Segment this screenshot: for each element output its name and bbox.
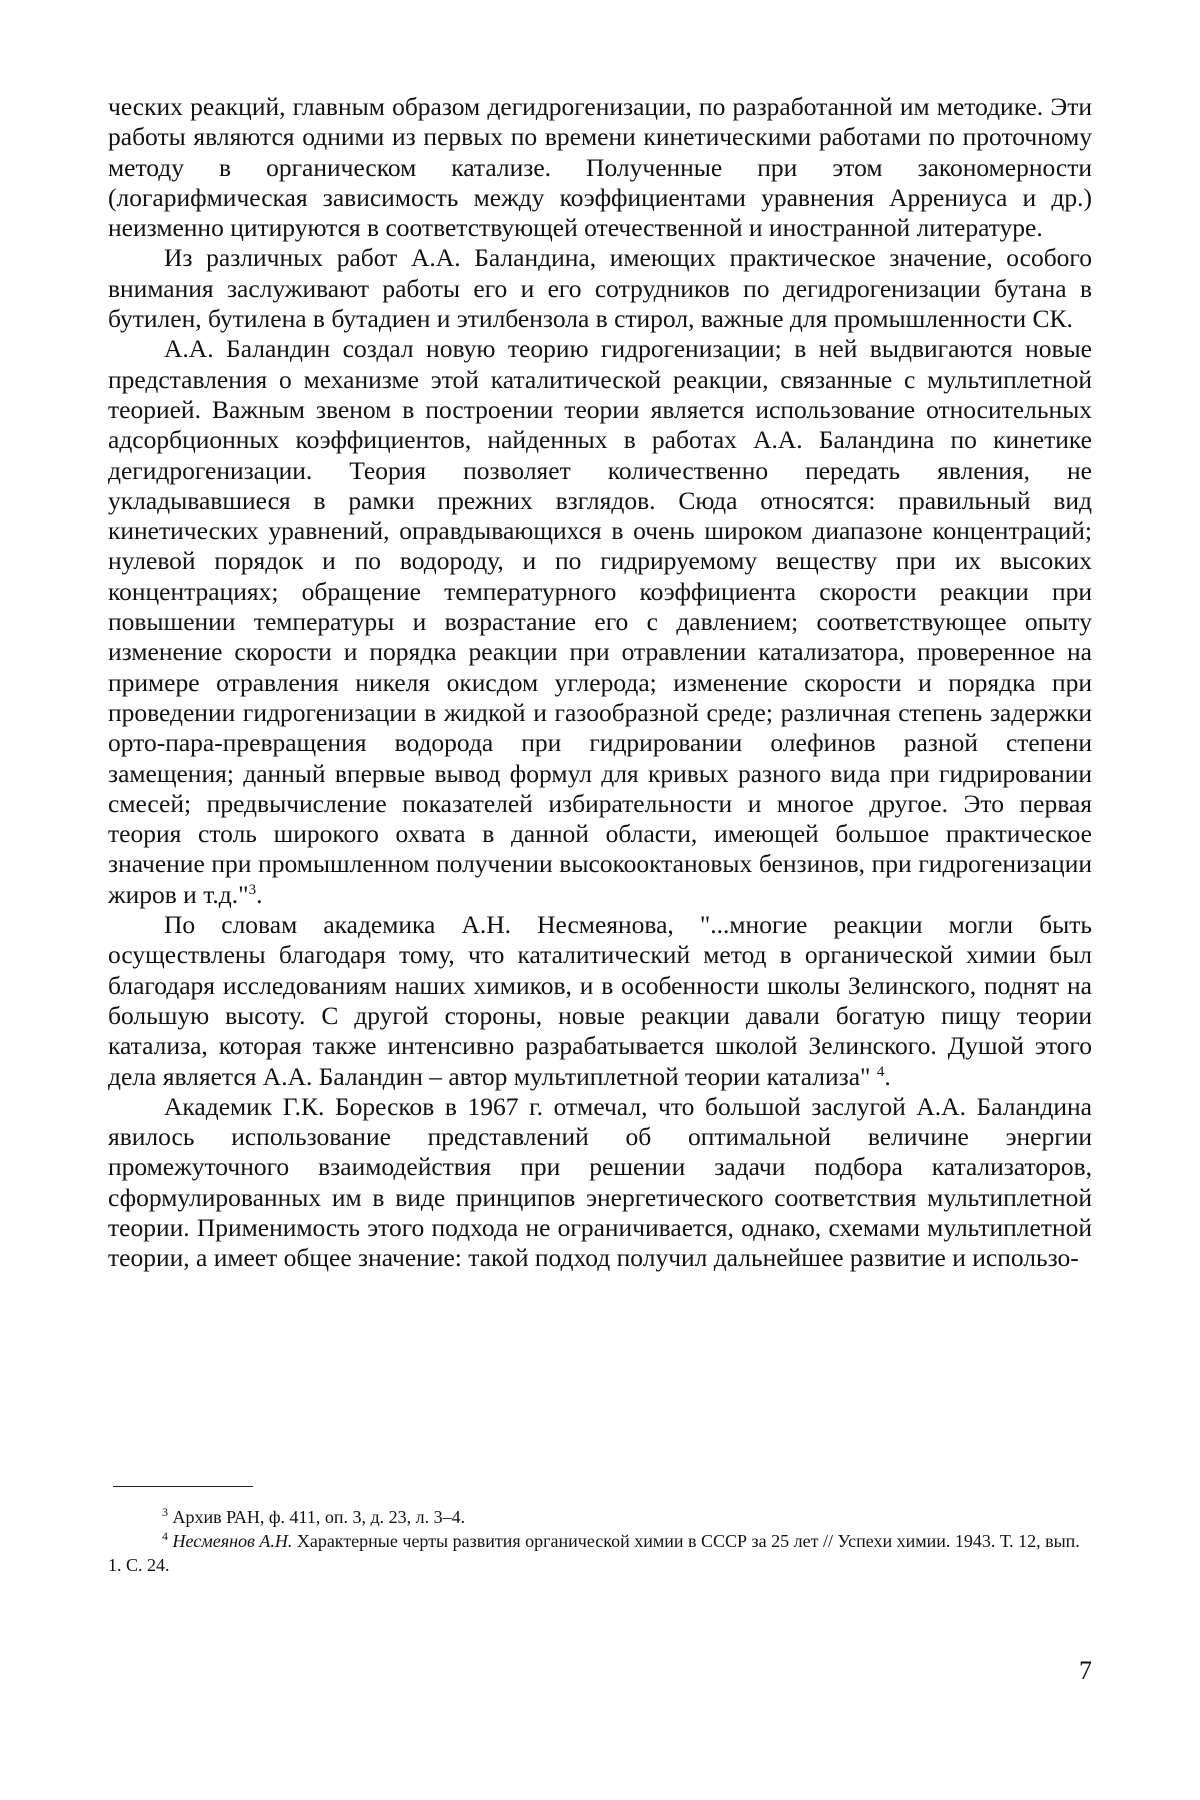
footnote-4-author: Несмеянов А.Н.: [168, 1531, 292, 1551]
paragraph-5: [108, 1092, 1092, 1274]
footnote-3-marker: 3: [162, 1505, 168, 1519]
footnotes: [108, 1486, 1092, 1577]
paragraph-1-text: ческих реакций, главным образом дегидрогенизации, по разработанной им методике. Эти работы являются одними из первых по времени кинетическими работами по проточному методу в органическом катализе. Полученные при этом закономерности (логарифмическая зависимость между коэффициентами уравнения Аррениуса и др.) неизменно цитируются в соответствующей отечественной и иностранной литературе.: [108, 92, 1092, 242]
paragraph-1: [108, 92, 1092, 243]
footnote-ref-4[interactable]: 4: [877, 1064, 885, 1080]
page-body: [108, 92, 1092, 1274]
paragraph-4-text: По словам академика А.Н. Несмеянова, "...многие реакции могли быть осуществлены благодаря тому, что каталитический метод в органической химии был благодаря исследованиям наших химиков, и в особенности школы Зелинского, поднят на большую высоту. С другой стороны, новые реакции давали богатую пищу теории катализа, которая также интенсивно разрабатывается школой Зелинского. Душой этого дела является А.А. Баландин – автор мультиплетной теории катализа": [108, 910, 1092, 1090]
paragraph-3: [108, 334, 1092, 910]
page-number: 7: [1079, 1656, 1092, 1686]
footnote-4-text: Характерные черты развития органической химии в СССР за 25 лет // Успехи химии. 1943. Т. 12, вып. 1. С. 24.: [108, 1531, 1080, 1575]
footnote-3-text: Архив РАН, ф. 411, оп. 3, д. 23, л. 3–4.: [168, 1507, 465, 1527]
paragraph-2: [108, 243, 1092, 334]
footnote-divider: [113, 1486, 253, 1487]
paragraph-2-text: Из различных работ А.А. Баландина, имеющих практическое значение, особого внимания заслуживают работы его и его сотрудников по дегидрогенизации бутана в бутилен, бутилена в бутадиен и этилбензола в стирол, важные для промышленности СК.: [108, 243, 1092, 333]
paragraph-5-text: Академик Г.К. Боресков в 1967 г. отмечал, что большой заслугой А.А. Баландина явилось использование представлений об оптимальной величине энергии промежуточного взаимодействия при решении задачи подбора катализаторов, сформулированных им в виде принципов энергетического соответствия мультиплетной теории. Применимость этого подхода не ограничивается, однако, схемами мультиплетной теории, а имеет общее значение: такой подход получил дальнейшее развитие и использо-: [108, 1092, 1092, 1272]
footnote-ref-3[interactable]: 3: [249, 882, 257, 898]
paragraph-3-tail: .: [256, 880, 262, 909]
paragraph-4: [108, 910, 1092, 1092]
footnote-4-marker: 4: [162, 1529, 168, 1543]
paragraph-4-tail: .: [884, 1062, 890, 1091]
paragraph-3-text: А.А. Баландин создал новую теорию гидрогенизации; в ней выдвигаются новые представления о механизме этой каталитической реакции, связанные с мультиплетной теорией. Важным звеном в построении теории является использование относительных адсорбционных коэффициентов, найденных в работах А.А. Баландина по кинетике дегидрогенизации. Теория позволяет количественно передать явления, не укладывавшиеся в рамки прежних взглядов. Сюда относятся: правильный вид кинетических уравнений, оправдывающихся в очень широком диапазоне концентраций; нулевой порядок и по водороду, и по гидрируемому веществу при их высоких концентрациях; обращение температурного коэффициента скорости реакции при повышении температуры и возрастание его с давлением; соответствующее опыту изменение скорости и порядка реакции при отравлении катализатора, проверенное на примере отравления никеля окисдом углерода; изменение скорости и порядка при проведении гидрогенизации в жидкой и газообразной среде; различная степень задержки орто-пара-превращения водорода при гидрировании олефинов разной степени замещения; данный впервые вывод формул для кривых разного вида при гидрировании смесей; предвычисление показателей избирательности и многое другое. Это первая теория столь широкого охвата в данной области, имеющей большое практическое значение при промышленном получении высокооктановых бензинов, при гидрогенизации жиров и т.д.": [108, 334, 1092, 908]
footnote-3: [108, 1505, 1092, 1529]
footnote-4: [108, 1529, 1092, 1577]
